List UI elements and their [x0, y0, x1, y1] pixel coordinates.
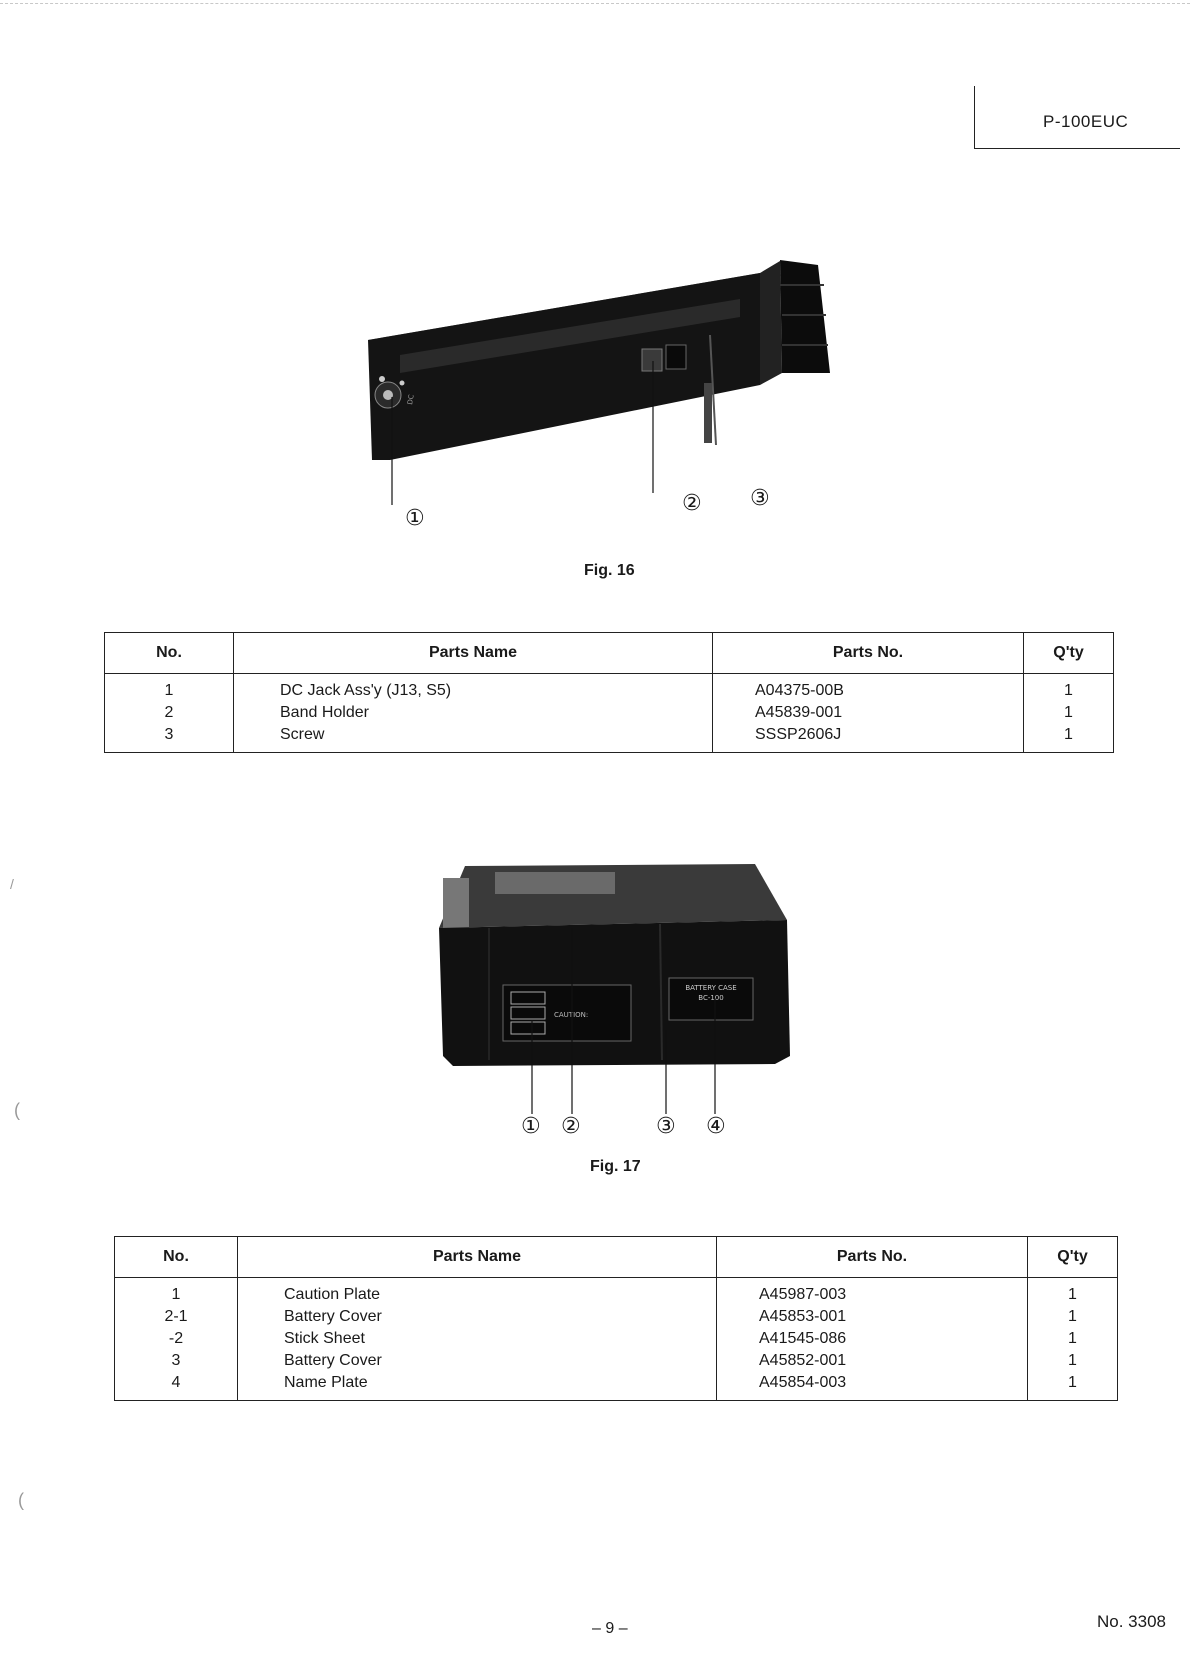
row-parts-no: A04375-00B	[755, 682, 844, 699]
row-no: 2-1	[164, 1308, 188, 1325]
row-parts-name: DC Jack Ass'y (J13, S5)	[280, 682, 452, 699]
battery-model-label: BC-100	[698, 994, 724, 1002]
no-column	[115, 1278, 238, 1401]
row-no: -2	[168, 1330, 184, 1347]
scan-margin-mark: /	[10, 876, 14, 892]
row-no: 4	[171, 1374, 181, 1391]
row-parts-name: Caution Plate	[284, 1286, 381, 1303]
header-qty: Q'ty	[1028, 1237, 1118, 1278]
fig16-callout-2: ②	[682, 491, 702, 516]
fig17-callout-3: ③	[656, 1114, 676, 1139]
name-column	[238, 1278, 717, 1401]
table-row	[105, 674, 1114, 753]
row-qty: 1	[1064, 704, 1073, 721]
row-parts-name: Name Plate	[284, 1374, 368, 1391]
figure-16-photo	[360, 255, 840, 525]
row-qty: 1	[1068, 1352, 1077, 1369]
row-parts-no: A45854-003	[759, 1374, 847, 1391]
row-qty: 1	[1064, 726, 1073, 743]
no-column	[105, 674, 234, 753]
page-number: – 9 –	[592, 1620, 628, 1637]
part-no-column	[717, 1278, 1028, 1401]
row-parts-name: Stick Sheet	[284, 1330, 365, 1347]
header-no: No.	[105, 633, 234, 674]
row-parts-name: Battery Cover	[284, 1352, 382, 1369]
fig17-callout-2: ②	[561, 1114, 581, 1139]
caution-label: CAUTION:	[554, 1011, 589, 1019]
row-parts-name: Band Holder	[280, 704, 369, 721]
scan-margin-mark: (	[14, 1100, 20, 1120]
qty-column	[1024, 674, 1114, 753]
parts-table-fig16	[104, 632, 1114, 753]
row-no: 1	[171, 1286, 181, 1303]
row-parts-no: A45853-001	[759, 1308, 847, 1325]
row-parts-name: Screw	[280, 726, 325, 743]
row-parts-name: Battery Cover	[284, 1308, 382, 1325]
table-header-row	[115, 1237, 1118, 1278]
row-parts-no: A41545-086	[759, 1330, 847, 1347]
header-parts-name: Parts Name	[234, 633, 713, 674]
row-qty: 1	[1068, 1374, 1077, 1391]
table-row	[115, 1278, 1118, 1401]
row-qty: 1	[1068, 1308, 1077, 1325]
fig17-callout-4: ④	[706, 1114, 726, 1139]
fig17-callout-1: ①	[521, 1114, 541, 1139]
header-parts-name: Parts Name	[238, 1237, 717, 1278]
model-number: P-100EUC	[1043, 112, 1129, 131]
name-column	[234, 674, 713, 753]
row-no: 3	[164, 726, 174, 743]
svg-text:DC: DC	[406, 393, 416, 406]
row-parts-no: SSSP2606J	[755, 726, 842, 743]
header-parts-no: Parts No.	[713, 633, 1024, 674]
row-no: 2	[164, 704, 174, 721]
header-qty: Q'ty	[1024, 633, 1114, 674]
row-no: 1	[164, 682, 174, 699]
document-number: No. 3308	[1097, 1612, 1166, 1631]
row-qty: 1	[1068, 1286, 1077, 1303]
row-parts-no: A45839-001	[755, 704, 843, 721]
figure-16-caption: Fig. 16	[584, 562, 635, 579]
figure-17-caption: Fig. 17	[590, 1158, 641, 1175]
row-parts-no: A45852-001	[759, 1352, 847, 1369]
row-qty: 1	[1064, 682, 1073, 699]
header-no: No.	[115, 1237, 238, 1278]
scan-top-rule	[0, 3, 1190, 4]
scan-margin-mark: (	[18, 1490, 24, 1510]
qty-column	[1028, 1278, 1118, 1401]
row-parts-no: A45987-003	[759, 1286, 847, 1303]
part-no-column	[713, 674, 1024, 753]
row-no: 3	[171, 1352, 181, 1369]
parts-table-fig17	[114, 1236, 1118, 1401]
fig16-callout-1: ①	[405, 506, 425, 531]
fig16-callout-3: ③	[750, 486, 770, 511]
header-parts-no: Parts No.	[717, 1237, 1028, 1278]
figure-17-photo	[435, 860, 795, 1120]
battery-case-label: BATTERY CASE	[685, 984, 737, 992]
row-qty: 1	[1068, 1330, 1077, 1347]
table-header-row	[105, 633, 1114, 674]
